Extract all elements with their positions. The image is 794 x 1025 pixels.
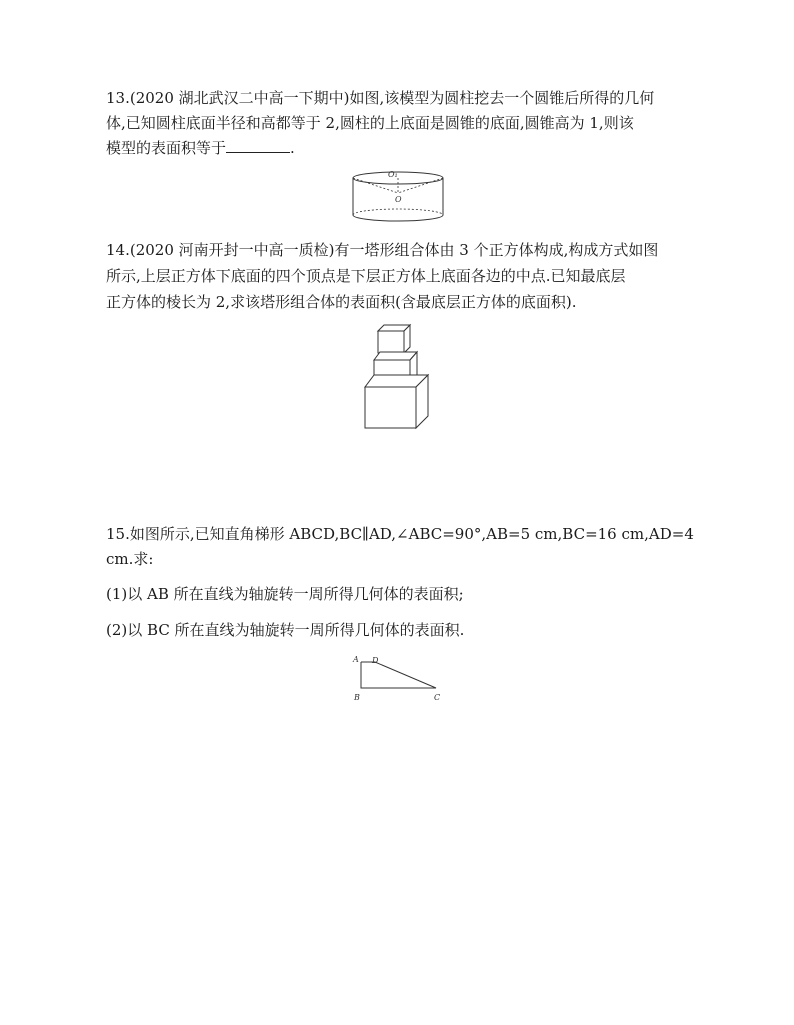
q13-line-1: 13.(2020 湖北武汉二中高一下期中)如图,该模型为圆柱挖去一个圆锥后所得的几何 — [106, 89, 655, 107]
tower-cubes-figure — [360, 322, 435, 432]
answer-blank — [226, 138, 290, 153]
q15-part-2: (2)以 BC 所在直线为轴旋转一周所得几何体的表面积. — [106, 621, 465, 639]
cylinder-cone-figure — [348, 168, 448, 226]
q14-line-2: 所示,上层正方体下底面的四个顶点是下层正方体上底面各边的中点.已知最底层 — [106, 267, 626, 285]
q14-line-3: 正方体的棱长为 2,求该塔形组合体的表面积(含最底层正方体的底面积). — [106, 293, 577, 311]
label-o: O — [395, 195, 402, 204]
q13-line-3-end: . — [290, 139, 295, 157]
q15-line-2: cm.求: — [106, 550, 154, 568]
label-b: B — [354, 693, 360, 702]
q13-line-2: 体,已知圆柱底面半径和高都等于 2,圆柱的上底面是圆锥的底面,圆锥高为 1,则该 — [106, 114, 634, 132]
q15-part-1: (1)以 AB 所在直线为轴旋转一周所得几何体的表面积; — [106, 585, 464, 603]
label-d: D — [372, 656, 379, 665]
label-a: A — [353, 655, 359, 664]
q14-line-1: 14.(2020 河南开封一中高一质检)有一塔形组合体由 3 个正方体构成,构成方式如图 — [106, 241, 659, 259]
label-o1: O₁ — [388, 170, 398, 179]
label-c: C — [434, 693, 441, 702]
q15-line-1: 15.如图所示,已知直角梯形 ABCD,BC∥AD,∠ABC=90°,AB=5 cm,BC=16 cm,AD=4 — [106, 525, 694, 543]
trapezoid-figure — [348, 652, 448, 704]
q13-line-3-text: 模型的表面积等于 — [106, 139, 227, 157]
q13-line-3 — [106, 138, 295, 158]
